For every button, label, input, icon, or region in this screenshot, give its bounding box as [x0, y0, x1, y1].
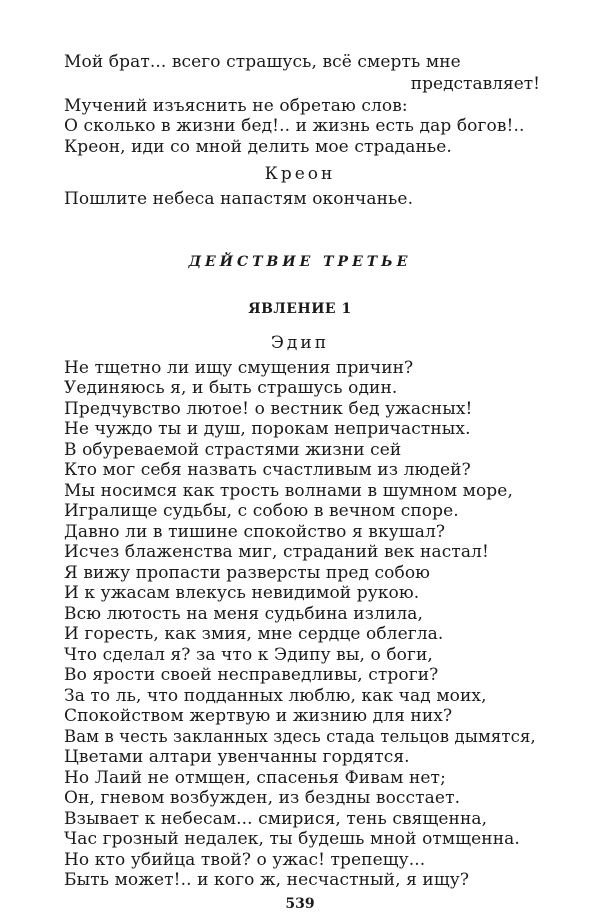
verse-line: Пошлите небеса напастям окончанье.	[64, 189, 414, 209]
verse-line: Быть может!.. и кого ж, несчастный, я ищу?	[64, 870, 470, 890]
verse-line: И горесть, как змия, мне сердце облегла.	[64, 624, 444, 644]
verse-line: Всю лютость на меня судьбина излила,	[64, 604, 424, 624]
verse-line-continuation: представляет!	[410, 74, 540, 94]
verse-line: Взывает к небесам... смирися, тень священна,	[64, 809, 488, 829]
verse-line: И к ужасам влекусь невидимой рукою.	[64, 583, 420, 603]
speaker-name: Эдип	[270, 333, 330, 353]
verse-line: Я вижу пропасти разверсты пред собою	[64, 563, 431, 583]
verse-line: Цветами алтари увенчанны гордятся.	[64, 747, 410, 767]
speaker-name: Креон	[264, 164, 336, 184]
verse-line: Что сделал я? за что к Эдипу вы, о боги,	[64, 645, 433, 665]
verse-line: Не чуждо ты и душ, порокам непричастных.	[64, 419, 471, 439]
verse-line: О сколько в жизни бед!.. и жизнь есть дар богов!..	[64, 116, 525, 136]
verse-line: Час грозный недалек, ты будешь мной отмщенна.	[64, 829, 520, 849]
verse-line: Спокойством жертвую и жизнию для них?	[64, 706, 453, 726]
verse-line: Исчез блаженства миг, страданий век настал!	[64, 542, 489, 562]
verse-line: Кто мог себя назвать счастливым из людей?	[64, 460, 471, 480]
verse-line: Мы носимся как трость волнами в шумном море,	[64, 481, 513, 501]
verse-line: Но Лаий не отмщен, спасенья Фивам нет;	[64, 768, 446, 788]
verse-line: За то ль, что подданных люблю, как чад моих,	[64, 686, 487, 706]
verse-line: Во ярости своей несправедливы, строги?	[64, 665, 439, 685]
scene-title: ЯВЛЕНИЕ 1	[248, 301, 352, 317]
verse-line: Мой брат... всего страшусь, всё смерть мне	[64, 52, 461, 72]
verse-line: В обуреваемой страстями жизни сей	[64, 440, 402, 460]
act-title: ДЕЙСТВИЕ ТРЕТЬЕ	[188, 254, 412, 270]
verse-line: Но кто убийца твой? о ужас! трепещу...	[64, 850, 426, 870]
page-number: 539	[285, 896, 315, 912]
verse-line: Креон, иди со мной делить мое страданье.	[64, 137, 452, 157]
verse-line: Игралище судьбы, с собою в вечном споре.	[64, 501, 459, 521]
verse-line: Он, гневом возбужден, из бездны восстает.	[64, 788, 461, 808]
verse-line: Не тщетно ли ищу смущения причин?	[64, 358, 414, 378]
verse-line: Мучений изъяснить не обретаю слов:	[64, 96, 408, 116]
verse-line: Предчувство лютое! о вестник бед ужасных!	[64, 399, 473, 419]
verse-line: Вам в честь закланных здесь стада тельцов дымятся,	[64, 727, 536, 746]
verse-line: Уединяюсь я, и быть страшусь один.	[64, 378, 398, 398]
verse-line: Давно ли в тишине спокойство я вкушал?	[64, 522, 446, 542]
